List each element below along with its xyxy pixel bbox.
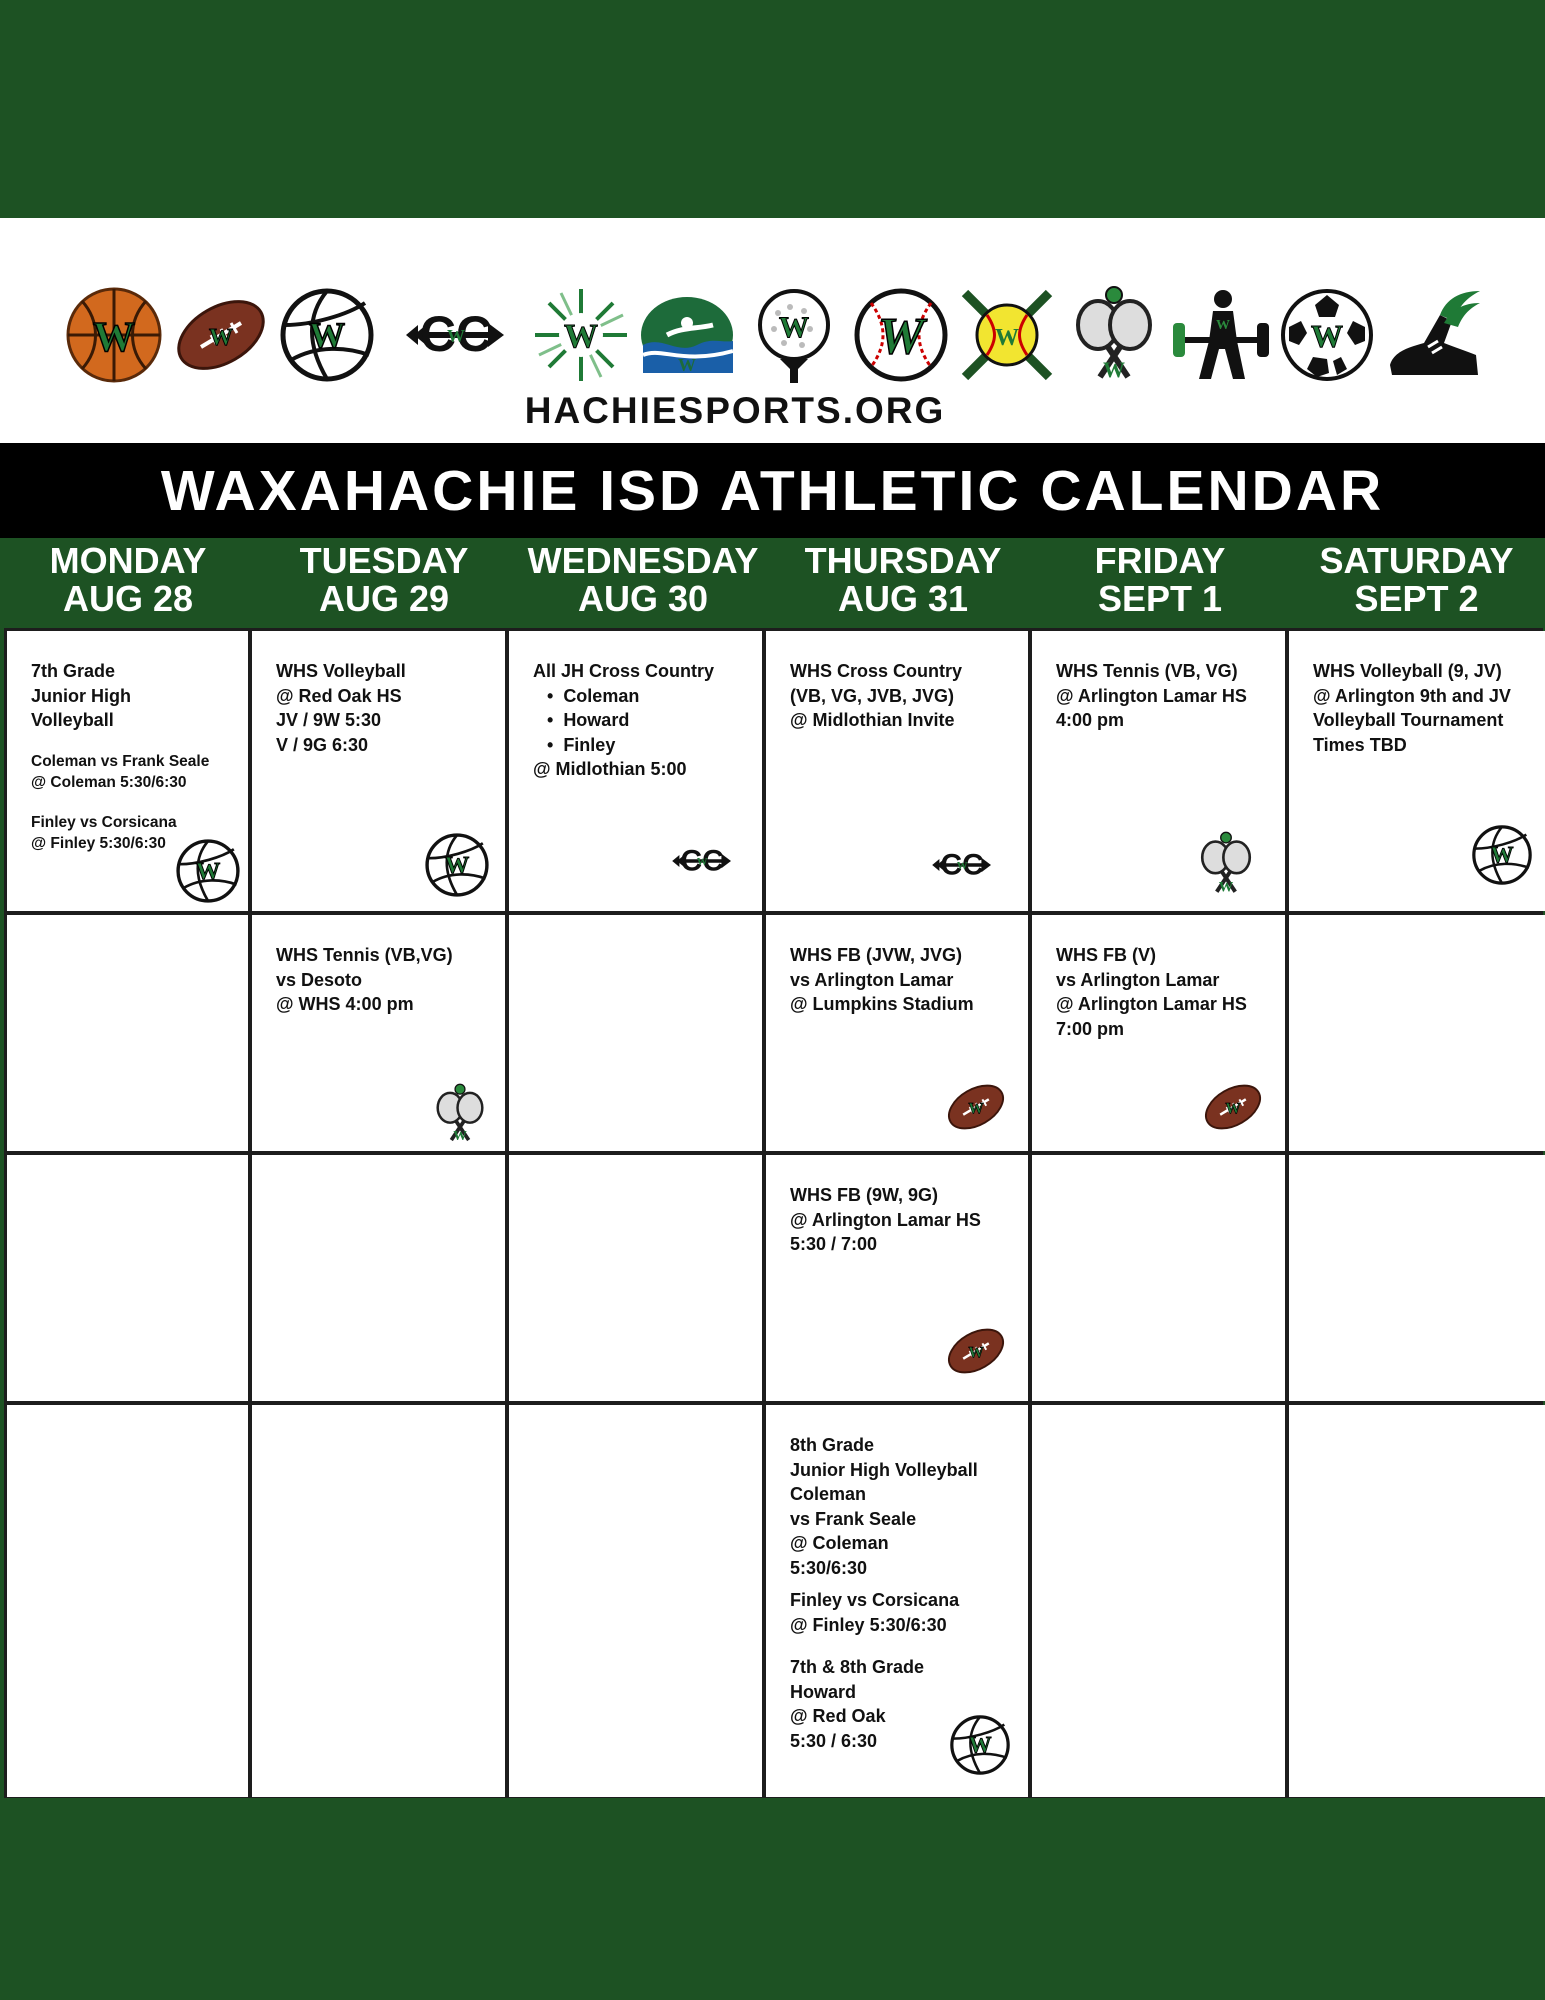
event-line: @ Arlington Lamar HS xyxy=(1056,685,1247,706)
event-bullet: • Coleman xyxy=(533,684,740,709)
golf-icon xyxy=(744,285,844,385)
calendar-grid xyxy=(4,628,1543,1798)
event-line: Coleman vs Frank Seale xyxy=(31,752,210,770)
event-line: 5:30/6:30 xyxy=(790,1557,868,1578)
event-line: All JH Cross Country xyxy=(533,661,715,681)
svg-text:W: W xyxy=(1311,318,1344,354)
event-line: @ Finley 5:30/6:30 xyxy=(31,835,166,852)
event-line: Times TBD xyxy=(1313,734,1407,755)
event-line: 5:30 / 7:00 xyxy=(790,1234,878,1254)
event-line: WHS Volleyball (9, JV) xyxy=(1313,661,1502,681)
football-icon xyxy=(944,1075,1008,1139)
event-bullet: • Howard xyxy=(533,708,740,733)
day-header-monday xyxy=(0,538,256,628)
event-line: vs Arlington Lamar xyxy=(1056,969,1220,990)
tennis-icon xyxy=(1064,285,1164,385)
day-date: AUG 31 xyxy=(837,578,969,619)
event-cell-tue-aug29-2 xyxy=(252,915,505,1151)
calendar-title: WAXAHACHIE ISD ATHLETIC CALENDAR xyxy=(0,443,1545,538)
empty-cell xyxy=(1289,1405,1545,1797)
day-name: MONDAY xyxy=(49,540,207,581)
event-line: Finley vs Corsicana xyxy=(790,1590,960,1610)
event-line: @ Midlothian 5:00 xyxy=(533,759,687,779)
track-shoe-icon xyxy=(1384,285,1484,385)
event-line: (VB, VG, JVB, JVG) xyxy=(790,685,955,706)
event-line: @ Arlington 9th and JV xyxy=(1313,685,1511,706)
day-header-tuesday xyxy=(256,538,512,628)
event-line: WHS Tennis (VB,VG) xyxy=(276,945,453,965)
event-line: @ Coleman 5:30/6:30 xyxy=(31,774,187,791)
event-line: 7th & 8th Grade xyxy=(790,1657,925,1677)
empty-cell xyxy=(7,1405,248,1797)
volleyball-icon xyxy=(948,1713,1012,1777)
day-header-saturday xyxy=(1288,538,1545,628)
bottom-green-band xyxy=(0,1800,1545,2000)
svg-text:W: W xyxy=(778,311,809,344)
baseball-icon xyxy=(851,285,951,385)
empty-cell xyxy=(252,1155,505,1401)
day-date: SEPT 2 xyxy=(1354,578,1479,619)
event-cell-tue-aug29-1 xyxy=(252,631,505,911)
day-date: AUG 28 xyxy=(62,578,194,619)
svg-text:W: W xyxy=(93,315,135,361)
event-line: vs Arlington Lamar xyxy=(790,969,954,990)
event-cell-thu-aug31-4 xyxy=(766,1405,1028,1797)
event-cell-wed-aug30-1 xyxy=(509,631,762,911)
event-line: WHS Volleyball xyxy=(276,661,406,681)
event-line: @ Arlington Lamar HS xyxy=(1056,994,1247,1014)
empty-cell xyxy=(509,1405,762,1797)
day-date: AUG 30 xyxy=(577,578,709,619)
event-line: 8th Grade xyxy=(790,1435,875,1455)
volleyball-icon xyxy=(1470,823,1534,887)
event-line: @ Midlothian Invite xyxy=(790,710,955,730)
event-line: @ Finley 5:30/6:30 xyxy=(790,1614,947,1635)
event-cell-mon-aug28-1 xyxy=(7,631,248,911)
event-line: WHS FB (V) xyxy=(1056,945,1156,965)
empty-cell xyxy=(7,1155,248,1401)
svg-text:W: W xyxy=(678,355,697,375)
event-line: Junior High xyxy=(31,685,131,706)
event-cell-thu-aug31-2 xyxy=(766,915,1028,1151)
football-icon xyxy=(1201,1075,1265,1139)
event-line: WHS Tennis (VB, VG) xyxy=(1056,661,1238,681)
empty-cell xyxy=(1289,915,1545,1151)
football-icon xyxy=(171,285,271,385)
event-line: @ Red Oak xyxy=(790,1706,886,1726)
event-line: 7th Grade xyxy=(31,661,116,681)
top-green-band xyxy=(0,0,1545,218)
soccer-icon xyxy=(1277,285,1377,385)
basketball-icon xyxy=(64,285,164,385)
event-line: 4:00 pm xyxy=(1056,710,1125,730)
event-cell-thu-aug31-3 xyxy=(766,1155,1028,1401)
empty-cell xyxy=(1032,1405,1285,1797)
swimming-icon xyxy=(637,285,737,385)
day-header-friday xyxy=(1032,538,1288,628)
event-line: Junior High Volleyball xyxy=(790,1459,978,1480)
event-line: Howard xyxy=(790,1681,857,1702)
svg-text:W: W xyxy=(1215,318,1230,333)
event-line: 5:30 / 6:30 xyxy=(790,1730,878,1751)
svg-text:W: W xyxy=(995,325,1020,351)
football-icon xyxy=(944,1319,1008,1383)
event-line: Volleyball Tournament xyxy=(1313,710,1504,730)
empty-cell xyxy=(509,1155,762,1401)
event-line: WHS Cross Country xyxy=(790,661,963,681)
day-name: THURSDAY xyxy=(804,540,1002,581)
event-bullet: • Finley xyxy=(533,733,740,758)
svg-text:W: W xyxy=(563,318,598,355)
svg-text:W: W xyxy=(877,308,924,365)
event-line: @ Lumpkins Stadium xyxy=(790,994,974,1014)
event-cell-sat-sept2-1 xyxy=(1289,631,1545,911)
tennis-icon xyxy=(421,1083,499,1145)
day-name: TUESDAY xyxy=(299,540,469,581)
event-line: WHS FB (9W, 9G) xyxy=(790,1185,938,1205)
event-line: V / 9G 6:30 xyxy=(276,734,369,755)
volleyball-icon xyxy=(277,285,377,385)
event-line: vs Frank Seale xyxy=(790,1508,917,1529)
sports-logo-strip xyxy=(0,218,1545,443)
event-cell-fri-sept1-2 xyxy=(1032,915,1285,1151)
cross-country-icon xyxy=(384,285,524,385)
empty-cell xyxy=(509,915,762,1151)
event-line: JV / 9W 5:30 xyxy=(276,710,382,730)
day-date: AUG 29 xyxy=(318,578,450,619)
empty-cell xyxy=(1289,1155,1545,1401)
sport-icons-row xyxy=(64,280,1484,390)
event-line: WHS FB (JVW, JVG) xyxy=(790,945,963,965)
event-line: Finley vs Corsicana xyxy=(31,813,177,831)
event-line: @ Red Oak HS xyxy=(276,685,402,706)
day-name: WEDNESDAY xyxy=(527,540,759,581)
powerlifting-icon xyxy=(1171,285,1271,385)
softball-icon xyxy=(957,285,1057,385)
event-line: @ Arlington Lamar HS xyxy=(790,1209,981,1230)
empty-cell xyxy=(1032,1155,1285,1401)
event-line: Volleyball xyxy=(31,710,114,730)
day-header-thursday xyxy=(774,538,1032,628)
day-name: SATURDAY xyxy=(1319,540,1514,581)
day-header-wednesday xyxy=(512,538,774,628)
day-headers xyxy=(0,538,1545,628)
day-date: SEPT 1 xyxy=(1097,578,1223,619)
empty-cell xyxy=(7,915,248,1151)
event-line: Coleman xyxy=(790,1484,867,1504)
volleyball-icon xyxy=(423,831,491,899)
event-line: vs Desoto xyxy=(276,969,363,990)
empty-cell xyxy=(252,1405,505,1797)
cross-country-icon xyxy=(654,831,748,891)
event-line: 7:00 pm xyxy=(1056,1018,1125,1039)
cheer-pompom-icon xyxy=(531,285,631,385)
tennis-icon xyxy=(1187,831,1265,897)
website-url: HACHIESPORTS.ORG xyxy=(524,390,946,431)
day-name: FRIDAY xyxy=(1094,540,1226,581)
event-line: @ Coleman xyxy=(790,1533,889,1553)
volleyball-icon xyxy=(174,837,242,905)
cross-country-icon xyxy=(914,835,1008,895)
event-cell-thu-aug31-1 xyxy=(766,631,1028,911)
event-line: @ WHS 4:00 pm xyxy=(276,994,414,1014)
event-cell-fri-sept1-1 xyxy=(1032,631,1285,911)
